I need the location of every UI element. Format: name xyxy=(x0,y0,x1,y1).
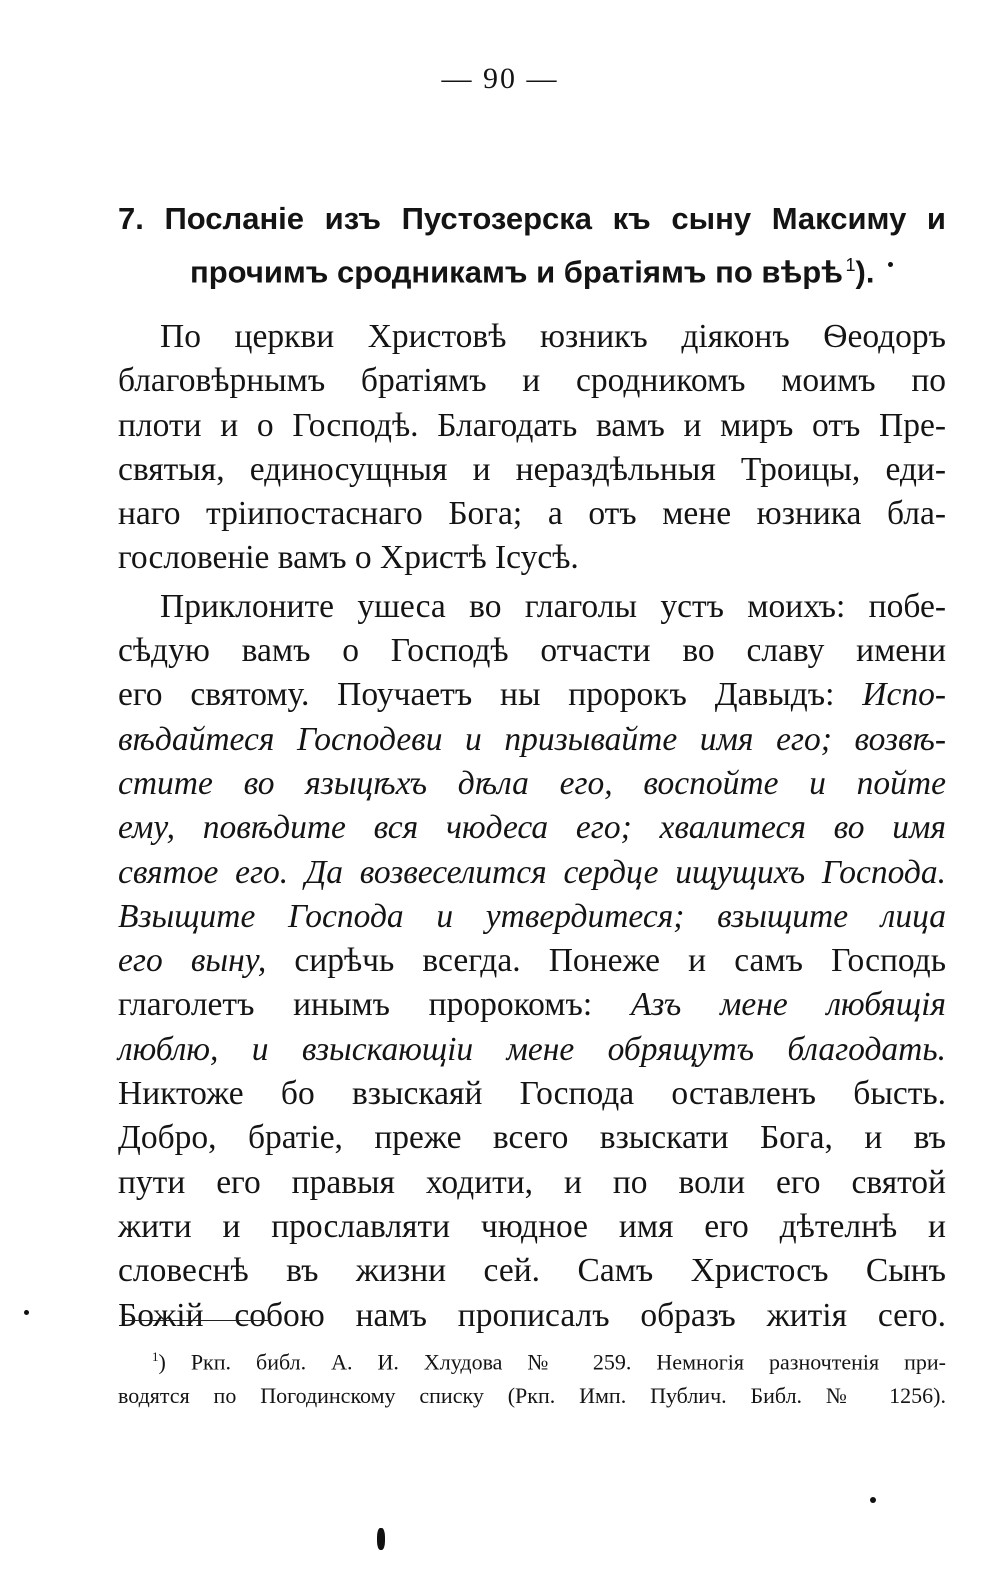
text-line xyxy=(118,851,946,895)
scan-speck xyxy=(888,262,893,267)
footnote xyxy=(118,1340,946,1413)
scan-speck xyxy=(870,1497,876,1503)
heading-line-2-text: прочимъ сродникамъ и братіямъ по вѣрѣ xyxy=(190,254,843,290)
text-line: пути его правыя ходити, и по воли его святой xyxy=(118,1163,946,1201)
footnote-mark: 1 xyxy=(152,1349,159,1364)
paragraph-2 xyxy=(118,585,946,1338)
italic-quote: его выну, xyxy=(118,942,267,980)
heading-line-2 xyxy=(118,242,946,295)
footnote-line-2: водятся по Погодинскому списку (Ркп. Имп. Публич. Библ. № 1256). xyxy=(118,1383,946,1409)
page-number: — 90 — xyxy=(441,62,559,95)
text-line xyxy=(118,806,946,850)
italic-quote: Взыщите Господа и утвердитеся; взыщите лица xyxy=(118,897,946,935)
text-line: сѣдую вамъ о Господѣ отчасти во славу имени xyxy=(118,632,946,670)
body-text xyxy=(118,315,946,1338)
heading-footnote-ref[interactable]: 1 xyxy=(845,255,856,275)
text-line: наго тріипостаснаго Бога; а отъ мене юзника бла- xyxy=(118,495,946,533)
scan-speck xyxy=(24,1310,29,1315)
text-line xyxy=(118,762,946,806)
heading-line-2-end: ). xyxy=(855,254,875,290)
text-line: Никтоже бо взыскаяй Господа оставленъ бысть. xyxy=(118,1075,946,1113)
italic-quote: стите во языцѣхъ дѣла его, воспойте и пойте xyxy=(118,764,946,802)
italic-quote: вѣдайтеся Господеви и призывайте имя его; возвѣ- xyxy=(118,720,946,758)
text-line: святыя, единосущныя и нераздѣльныя Троицы, еди- xyxy=(118,450,946,488)
text-line xyxy=(118,1028,946,1072)
text-segment: глаголетъ инымъ пророкомъ: xyxy=(118,986,593,1024)
footnote-separator xyxy=(122,1320,270,1321)
section-heading xyxy=(118,196,946,295)
heading-line-1: 7. Посланіе изъ Пустозерска къ сыну Максиму и xyxy=(118,201,946,236)
italic-quote: Азъ мене любящія xyxy=(630,986,946,1024)
scan-speck xyxy=(377,1528,385,1550)
italic-quote: ему, повѣдите вся чюдеса его; хвалитеся во имя xyxy=(118,809,946,847)
italic-quote: люблю, и взыскающіи мене обрящутъ благодать. xyxy=(118,1030,946,1068)
italic-quote: святое его. Да возвеселится сердце ищущихъ Господа. xyxy=(118,853,946,891)
text-line: Приклоните ушеса во глаголы устъ моихъ: побе- xyxy=(160,587,946,625)
footnote-line-1 xyxy=(118,1340,946,1379)
text-line: Добро, братіе, преже всего взыскати Бога, и въ xyxy=(118,1119,946,1157)
text-line: благовѣрнымъ братіямъ и сродникомъ моимъ по xyxy=(118,362,946,400)
text-line xyxy=(118,895,946,939)
text-line: По церкви Христовѣ юзникъ діяконъ Ѳеодоръ xyxy=(160,318,946,355)
text-line: Божій собою намъ прописалъ образъ житія сего. xyxy=(118,1296,946,1334)
text-line: плоти и о Господѣ. Благодать вамъ и миръ отъ Пре- xyxy=(118,406,946,444)
text-line xyxy=(118,718,946,762)
text-line: жити и прославляти чюдное имя его дѣтелнѣ и xyxy=(118,1207,946,1245)
italic-quote: Испо- xyxy=(862,676,947,714)
text-line xyxy=(118,939,946,983)
text-segment: его святому. Поучаетъ ны пророкъ Давыдъ: xyxy=(118,676,835,714)
text-line: словеснѣ въ жизни сей. Самъ Христосъ Сынъ xyxy=(118,1252,946,1290)
text-line: гословеніе вамъ о Христѣ Ісусѣ. xyxy=(118,539,579,577)
text-line xyxy=(118,983,946,1027)
text-line xyxy=(118,673,946,717)
footnote-text: ) Ркп. библ. А. И. Хлудова № 259. Немногія разночтенія при- xyxy=(158,1349,946,1375)
text-segment: сирѣчь всегда. Понеже и самъ Господь xyxy=(294,942,946,980)
paragraph-1 xyxy=(118,315,946,581)
